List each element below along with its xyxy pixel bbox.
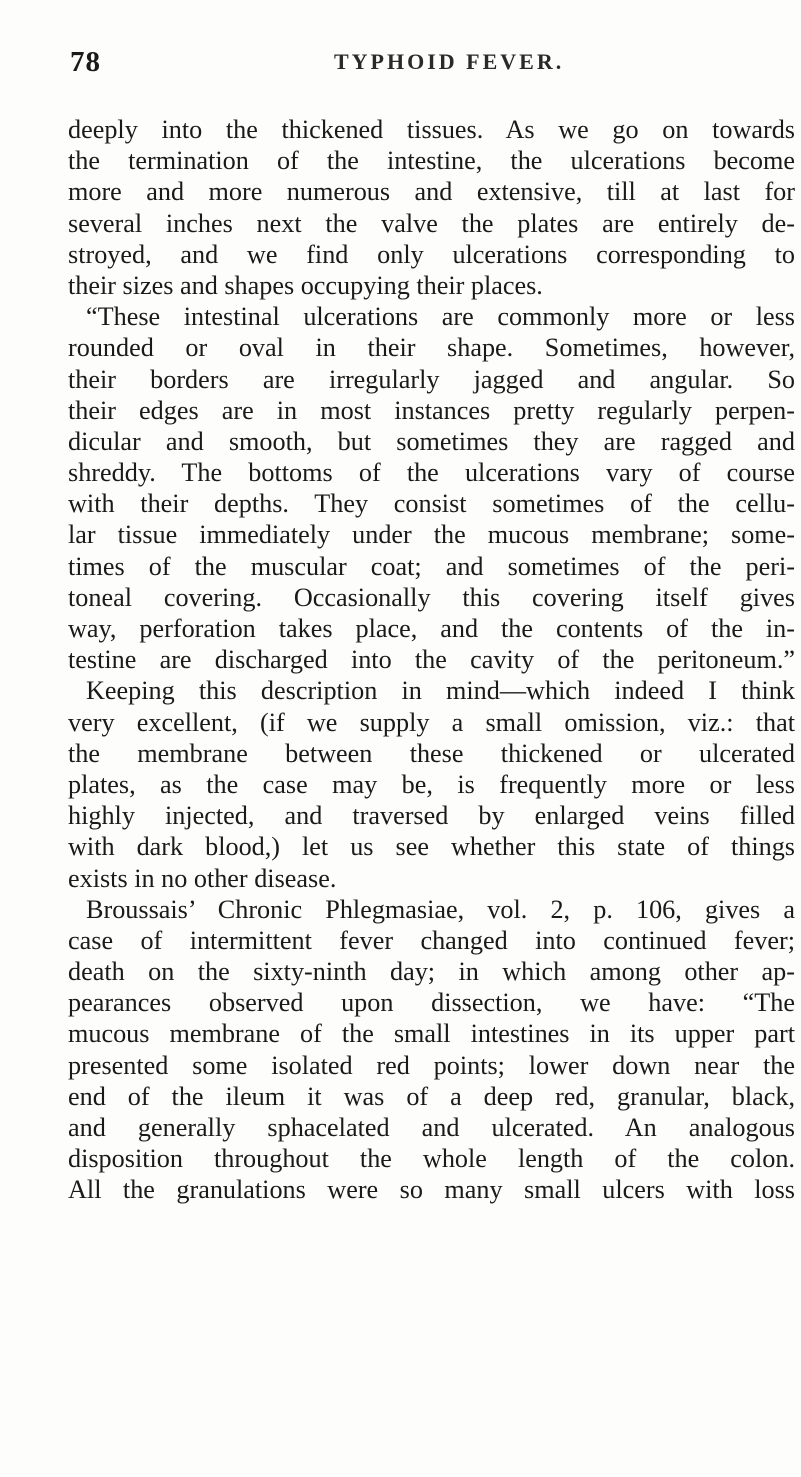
text-line: their edges are in most instances pretty regularly perpen- <box>68 395 795 425</box>
text-line: plates, as the case may be, is frequently more or less <box>68 769 795 799</box>
text-line: dicular and smooth, but sometimes they are ragged and <box>68 426 795 456</box>
body-text <box>68 114 795 1206</box>
text-line: rounded or oval in their shape. Sometimes, however, <box>68 333 795 363</box>
running-head: TYPHOID FEVER. <box>334 49 565 74</box>
text-line: times of the muscular coat; and sometimes of the peri- <box>68 551 795 581</box>
text-line: disposition throughout the whole length of the colon. <box>68 1144 795 1174</box>
text-line: pearances observed upon dissection, we have: “The <box>68 988 795 1018</box>
text-line: deeply into the thickened tissues. As we go on towards <box>68 115 795 144</box>
text-line: way, perforation takes place, and the contents of the in- <box>68 614 795 643</box>
text-line: Keeping this description in mind—which indeed I think <box>86 676 795 706</box>
text-line: mucous membrane of the small intestines in its upper part <box>68 1019 795 1049</box>
text-line: Broussais’ Chronic Phlegmasiae, vol. 2, p. 106, gives a <box>86 894 795 924</box>
text-line: “These intestinal ulcerations are commonly more or less <box>86 302 795 332</box>
text-line: with dark blood,) let us see whether this state of things <box>68 832 795 862</box>
page-number: 78 <box>70 46 101 78</box>
text-line: end of the ileum it was of a deep red, granular, black, <box>68 1081 795 1111</box>
text-line: death on the sixty-ninth day; in which among other ap- <box>68 957 795 987</box>
text-line: lar tissue immediately under the mucous membrane; some- <box>68 520 795 550</box>
text-line: All the granulations were so many small ulcers with loss <box>68 1175 795 1205</box>
text-line: toneal covering. Occasionally this covering itself gives <box>68 582 795 612</box>
text-line: their sizes and shapes occupying their places. <box>68 270 543 300</box>
text-line: their borders are irregularly jagged and angular. So <box>68 364 795 394</box>
text-line: and generally sphacelated and ulcerated. An analogous <box>68 1113 795 1142</box>
text-line: exists in no other disease. <box>68 863 337 893</box>
text-line: with their depths. They consist sometimes of the cellu- <box>68 489 795 519</box>
text-line: stroyed, and we find only ulcerations corresponding to <box>68 239 795 269</box>
text-line: the termination of the intestine, the ulcerations become <box>68 146 795 176</box>
text-line: shreddy. The bottoms of the ulcerations vary of course <box>68 458 795 488</box>
page-header <box>70 46 781 82</box>
text-line: presented some isolated red points; lower down near the <box>68 1050 795 1080</box>
text-line: several inches next the valve the plates are entirely de- <box>68 208 795 238</box>
text-line: case of intermittent fever changed into continued fever; <box>68 925 795 955</box>
text-line: more and more numerous and extensive, till at last for <box>68 177 795 207</box>
text-line: highly injected, and traversed by enlarged veins filled <box>68 801 795 831</box>
text-line: very excellent, (if we supply a small omission, viz.: that <box>68 707 795 737</box>
text-line: the membrane between these thickened or ulcerated <box>68 738 795 768</box>
text-line: testine are discharged into the cavity of the peritoneum.” <box>68 645 795 675</box>
